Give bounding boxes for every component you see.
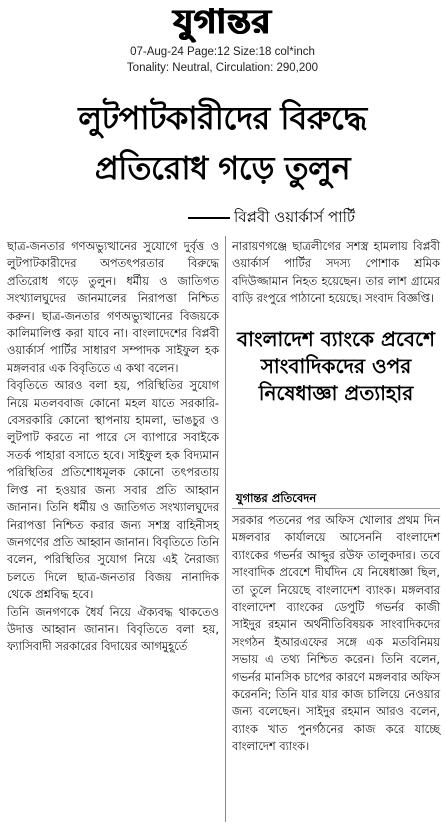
reporter-divider [232, 508, 440, 509]
column-divider [225, 236, 226, 822]
article1-left-column [7, 238, 219, 656]
byline-dash [188, 217, 230, 219]
article2-headline: বাংলাদেশ ব্যাংকে প্রবেশে সাংবাদিকদের ওপর নিষেধাজ্ঞা প্রত্যাহার [237, 327, 435, 405]
newspaper-logo: যুগান্তর [173, 2, 272, 42]
clipping-meta-date: 07-Aug-24 Page:12 Size:18 col*inch [130, 46, 315, 58]
masthead [0, 4, 445, 40]
article1-paragraph-4: নারায়ণগঞ্জে ছাত্রলীগের সশস্ত্র হামলায় বিপ্লবী ওয়ার্কার্স পার্টির সদস্য পোশাক শ্রমিক বদিউজ্জামান নিহত হয়েছেন। তার লাশ গ্রামের বাড়ি রংপুরে পাঠানো হয়েছে। সংবাদ বিজ্ঞপ্তি। [232, 239, 440, 306]
article1-right-column [232, 238, 440, 308]
article2-body-column [232, 512, 440, 756]
article2-reporter: যুগান্তর প্রতিবেদন [236, 491, 317, 505]
article2-body: সরকার পতনের পর অফিস খোলার প্রথম দিন মঙ্গলবার কার্যালয়ে আসেননি বাংলাদেশ ব্যাংকের গভর্নর আব্দুর রউফ তালুকদার। তবে সাংবাদিক প্রবেশে দীর্ঘদিন যে নিষেধাজ্ঞা ছিল, তা তুলে নিয়েছে বাংলাদেশ ব্যাংক। মঙ্গলবার বাংলাদেশ ব্যাংকের ডেপুটি গভর্নর কাজী সাইদুর রহমান অর্থনীতিবিষয়ক সাংবাদিকদের সংগঠন ইআরএফের সঙ্গে এক মতবিনিময় সভায় এ তথ্য নিশ্চিত করেন। তিনি বলেন, গভর্নর মানসিক চাপের কারণে মঙ্গলবার অফিস করেননি; তিনি যার যার কাজ চালিয়ে নেওয়ার জন্য বলেছেন। সাইদুর রহমান আরও বলেন, ব্যাংক খাত পুনর্গঠনের কাজ করে যাচ্ছে বাংলাদেশ ব্যাংক। [232, 513, 440, 754]
headline-line-2: প্রতিরোধ গড়ে তুলুন [94, 149, 351, 187]
headline-line-1: লুটপাটকারীদের বিরুদ্ধে [78, 99, 367, 137]
byline [188, 206, 440, 231]
article1-paragraph-2: বিবৃতিতে আরও বলা হয়, পরিস্থিতির সুযোগ নিয়ে মতলববাজ কোনো মহল যাতে সরকারি-বেসরকারি কোনো স্থাপনায় হামলা, ভাঙচুর ও লুটপাট করতে না পারে সে ব্যাপারে সবাইকে সতর্ক পাহারা বসাতে হবে। সাইফুল হক বিদ্যমান পরিস্থিতির প্রতিশোধমূলক কোনো তৎপরতায় লিপ্ত না হওয়ার জন্য সবার প্রতি আহ্বান জানান। তিনি ধর্মীয় ও জাতিগত সংখ্যালঘুদের নিরাপত্তা নিশ্চিত করার জন্য সশস্ত্র বাহিনীসহ জনগণের প্রতি আহ্বান জানান। বিবৃতিতে তিনি বলেন, পরিস্থিতির সুযোগ নিয়ে এই নৈরাজ্য চলতে দিলে ছাত্র-জনতার বিজয় নানাদিক থেকে প্রশ্নবিদ্ধ হবে। [7, 378, 219, 602]
article1-paragraph-1: ছাত্র-জনতার গণঅভ্যুত্থানের সুযোগে দুর্বৃত্ত ও লুটপাটকারীদের অপতৎপরতার বিরুদ্ধে প্রতিরোধ গড়ে তুলুন। ধর্মীয় ও জাতিগত সংখ্যালঘুদের জানমালের নিরাপত্তা নিশ্চিত করুন। ছাত্র-জনতার গণঅভ্যুত্থানের বিজয়কে কালিমালিপ্ত করা যাবে না। বাংলাদেশের বিপ্লবী ওয়ার্কার্স পার্টির সাধারণ সম্পাদক সাইফুল হক মঙ্গলবার এক বিবৃতিতে এ কথা বলেন। [7, 239, 219, 375]
article1-paragraph-3: তিনি জনগণকে ধৈর্য নিয়ে ঐক্যবদ্ধ থাকতেও উদাত্ত আহ্বান জানান। বিবৃতিতে বলা হয়, ফ্যাসিবাদী সরকারের বিদায়ের আগমুহূর্তে [7, 604, 219, 654]
clipping-meta-tonality: Tonality: Neutral, Circulation: 290,200 [126, 62, 319, 74]
byline-text: বিপ্লবী ওয়ার্কার্স পার্টি [234, 208, 356, 226]
